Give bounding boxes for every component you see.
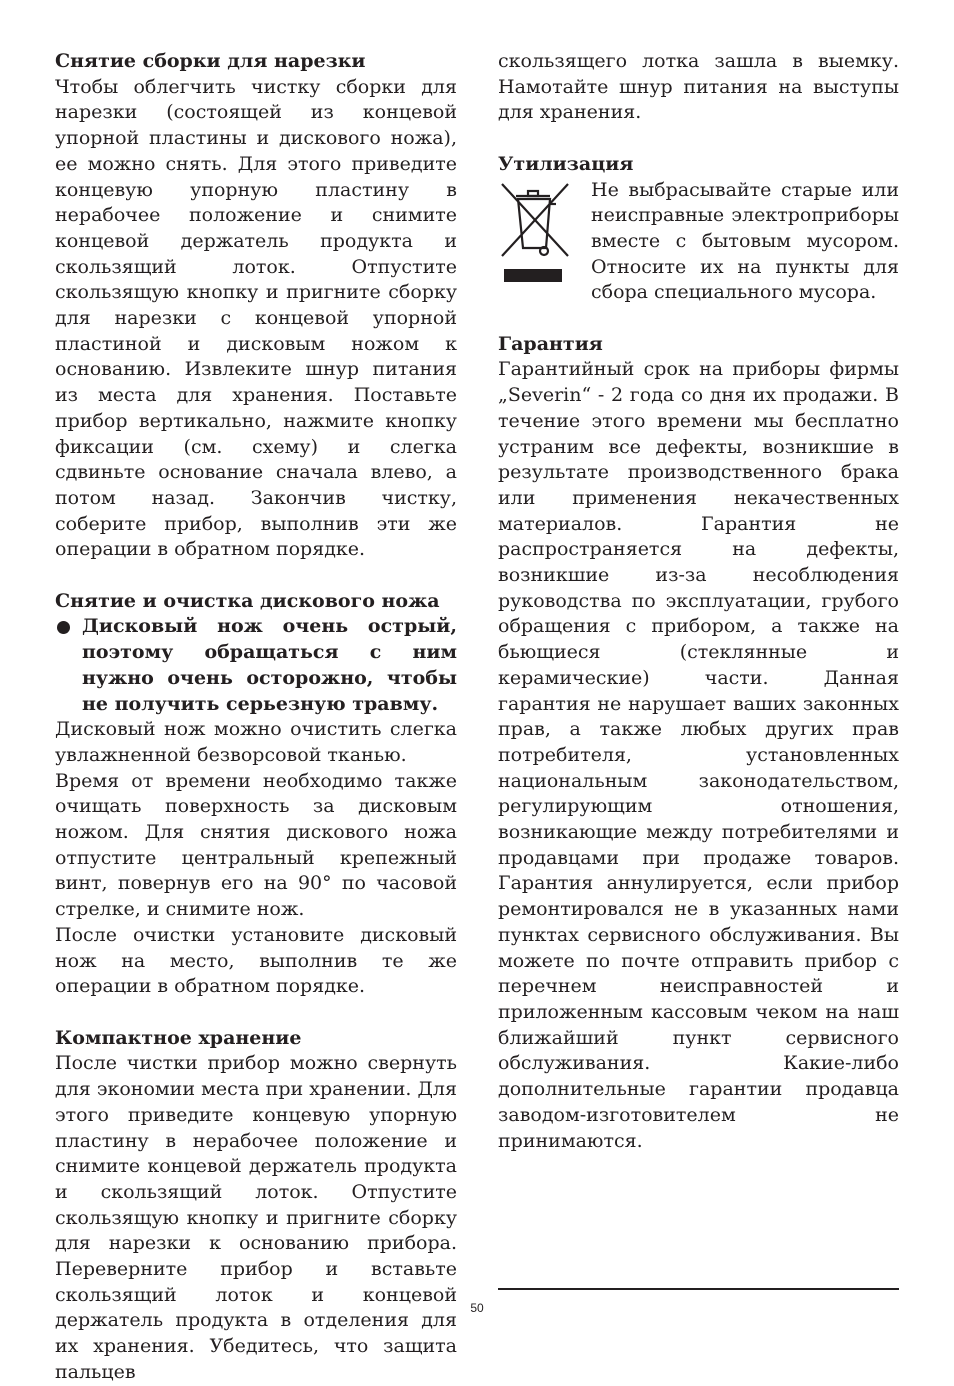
text-blade-cleaning-3: После очистки установите дисковый нож на место, выполнив те же операции в обратном порядке. [55,923,457,998]
text-remove-slicing-assembly: Чтобы облегчить чистку сборки для нарезки (состоящей из концевой упорной пластины и дискового ножа), ее можно снять. Для этого приведите концевую упорную пластину в нерабочее положение и снимите концевой держатель продукта и скользящий лоток. Отпустите скользящую кнопку и пригните сборку для нарезки с концевой упорной пластиной и дисковым ножом к основанию. Извлеките шнур питания из места для хранения. Поставьте прибор вертикально, нажмите кнопку фиксации (см. схему) и слегка сдвиньте основание сначала влево, а потом назад. Закончив чистку, соберите прибор, выполнив эти же операции в обратном порядке. [55,75,457,561]
page-number: 50 [470,1301,484,1315]
left-column [55,49,457,1386]
bullet-icon [55,614,82,717]
footer-rule [498,1288,899,1290]
heading-remove-slicing-assembly: Снятие сборки для нарезки [55,50,366,72]
spacer [498,126,899,152]
right-column [498,49,899,1154]
text-warranty: Гарантийный срок на приборы фирмы „Severin“ - 2 года со дня их продажи. В течение этого времени мы бесплатно устраним все дефекты, возникшие в результате производственного брака или применения некачественных материалов. Гарантия не распространяется на дефекты, возникшие из-за несоблюдения руководства по эксплуатации, грубого обращения с прибором, а также на бьющиеся (стеклянные и керамические) части. Данная гарантия не нарушает ваших законных прав, а также любых других прав потребителя, установленных национальным законодательством, регулирующим отношения, возникающие между потребителями и продавцами при продаже товаров. Гарантия аннулируется, если прибор ремонтировался не в указанных нами пунктах сервисного обслуживания. Вы можете по почте отправить прибор с перечнем неисправностей и приложенным кассовым чеком на наш ближайший пункт сервисного обслуживания. Какие-либо дополнительные гарантии продавца заводом-изготовителем не принимаются. [498,358,899,1152]
heading-blade-cleaning: Снятие и очистка дискового ножа [55,589,440,612]
blade-warning-text: Дисковый нож очень острый, поэтому обращаться с ним нужно очень осторожно, чтобы не получить серьезную травму. [82,615,457,715]
text-disposal: Не выбрасывайте старые или неисправные электроприборы вместе с бытовым мусором. Относите их на пункты для сбора специального мусора. [591,178,899,304]
spacer [55,1000,457,1026]
spacer [498,306,899,332]
disposal-block [498,178,899,307]
weee-bin-icon-graphic [498,182,574,282]
text-blade-cleaning-2: Время от времени необходимо также очищать поверхность за дисковым ножом. Для снятия дискового ножа отпустите центральный крепежный винт, повернув его на 90° по часовой стрелке, и снимите нож. [55,769,457,921]
text-blade-cleaning-1: Дисковый нож можно очистить слегка увлажненной безворсовой тканью. [55,718,457,766]
heading-warranty: Гарантия [498,332,603,355]
heading-disposal: Утилизация [498,152,634,175]
text-compact-storage-continued: скользящего лотка зашла в выемку. Намотайте шнур питания на выступы для хранения. [498,50,899,124]
spacer [55,563,457,589]
weee-bin-icon [498,178,591,298]
blade-warning [55,614,457,717]
heading-compact-storage: Компактное хранение [55,1026,302,1049]
text-compact-storage: После чистки прибор можно свернуть для экономии места при хранении. Для этого приведите концевую упорную пластину в нерабочее положение и снимите концевой держатель продукта и скользящий лоток. Отпустите скользящую кнопку и пригните сборку для нарезки к основанию прибора. Переверните прибор и вставьте скользящий лоток и концевой держатель продукта в отделения для их хранения. Убедитесь, что защита пальцев [55,1052,457,1383]
